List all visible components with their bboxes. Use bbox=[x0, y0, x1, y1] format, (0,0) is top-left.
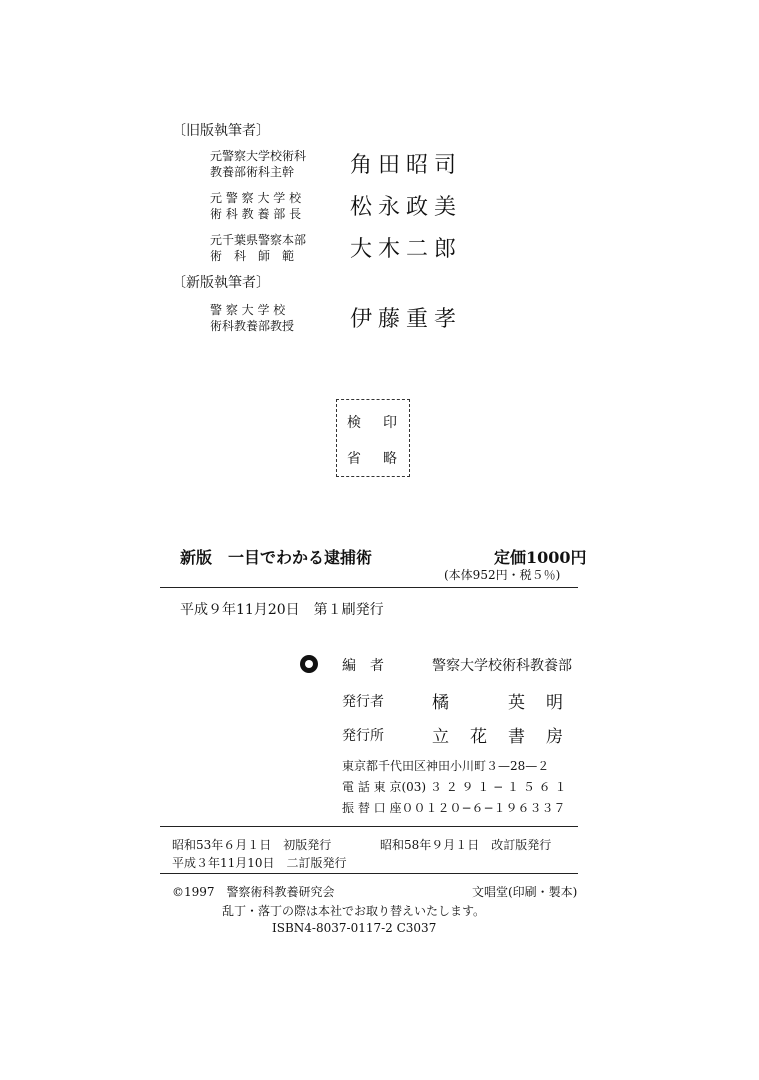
printer: 文唱堂(印刷・製本) bbox=[472, 885, 578, 899]
author-name: 角田昭司 bbox=[350, 153, 463, 178]
edition-history: 昭和58年９月１日 改訂版発行 bbox=[380, 838, 552, 852]
divider bbox=[160, 826, 578, 827]
affiliation-line: 術 科 師 範 bbox=[210, 249, 295, 263]
old-edition-heading: 〔旧版執筆者〕 bbox=[172, 123, 270, 139]
book-title: 新版 一目でわかる逮捕術 bbox=[180, 548, 373, 567]
affiliation-line: 警 察 大 学 校 bbox=[210, 303, 286, 317]
price-detail: (本体952円・税５％) bbox=[444, 568, 561, 582]
divider bbox=[160, 873, 578, 874]
affiliation-line: 術科教養部教授 bbox=[210, 319, 295, 333]
affiliation-line: 元 警 察 大 学 校 bbox=[210, 191, 302, 205]
stamp-char: 検 bbox=[347, 415, 361, 431]
replacement-notice: 乱丁・落丁の際は本社でお取り替えいたします。 bbox=[222, 904, 486, 918]
author-name: 大木二郎 bbox=[350, 237, 463, 262]
colophon-role: 編 者 bbox=[342, 658, 384, 674]
affiliation-line: 術 科 教 養 部 長 bbox=[210, 207, 302, 221]
publisher-tel: 電 話 東 京(03) ３ ２ ９ １ − １ ５ ６ １ bbox=[342, 780, 567, 794]
copyright: ©1997 警察術科教養研究会 bbox=[172, 885, 335, 899]
colophon-role: 発行所 bbox=[342, 728, 384, 744]
affiliation-line: 教養部術科主幹 bbox=[210, 165, 295, 179]
affiliation-line: 元警察大学校術科 bbox=[210, 149, 307, 163]
stamp-char: 印 bbox=[383, 415, 397, 431]
colophon-role: 発行者 bbox=[342, 694, 384, 710]
author-affiliation bbox=[210, 302, 294, 334]
isbn: ISBN4-8037-0117-2 C3037 bbox=[272, 921, 437, 935]
issue-date: 平成９年11月20日 第１刷発行 bbox=[180, 602, 384, 618]
author-name: 伊藤重孝 bbox=[350, 307, 463, 332]
affiliation-line: 元千葉県警察本部 bbox=[210, 233, 307, 247]
colophon-value: 橘 英 明 bbox=[432, 693, 565, 713]
edition-history: 平成３年11月10日 二訂版発行 bbox=[172, 856, 347, 870]
divider bbox=[160, 587, 578, 588]
author-affiliation bbox=[210, 232, 306, 264]
edition-history: 昭和53年６月１日 初版発行 bbox=[172, 838, 332, 852]
seal-omitted-box bbox=[336, 399, 410, 477]
publisher-account: 振 替 口 座００１２０−６−１９６３３７ bbox=[342, 801, 566, 815]
author-affiliation bbox=[210, 190, 301, 222]
stamp-char: 略 bbox=[383, 451, 397, 467]
publisher-mark-icon bbox=[300, 655, 318, 673]
publisher-address: 東京都千代田区神田小川町３—28—２ bbox=[342, 759, 550, 773]
stamp-char: 省 bbox=[347, 451, 361, 467]
author-name: 松永政美 bbox=[350, 195, 463, 220]
price: 定価1000円 bbox=[494, 548, 587, 567]
author-affiliation bbox=[210, 148, 306, 180]
colophon-value: 警察大学校術科教養部 bbox=[432, 658, 572, 674]
colophon-value: 立 花 書 房 bbox=[432, 727, 565, 747]
new-edition-heading: 〔新版執筆者〕 bbox=[172, 275, 270, 291]
